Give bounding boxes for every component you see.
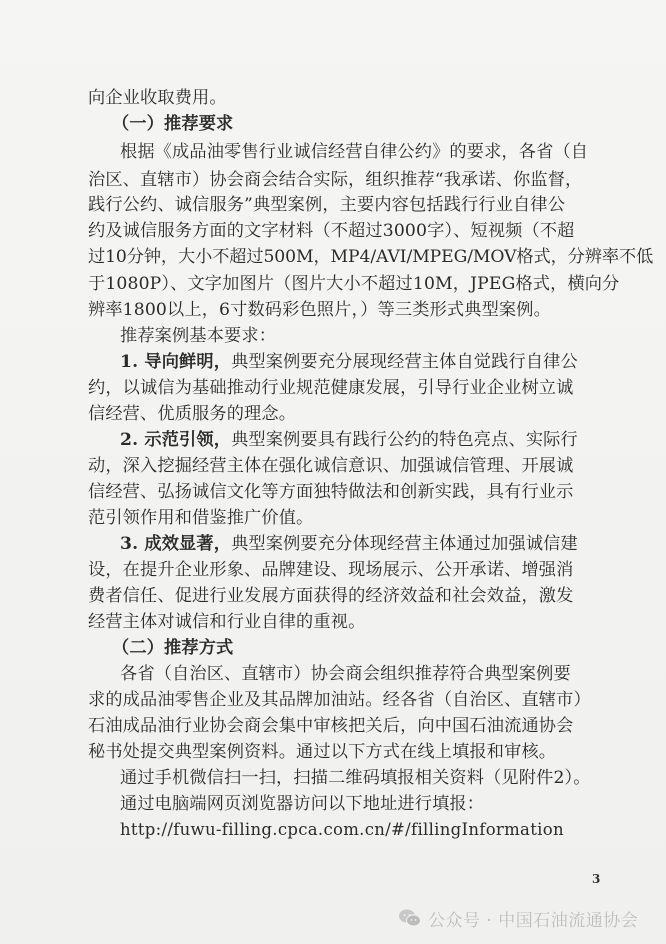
text-line: 设，在提升企业形象、品牌建设、现场展示、公开承诺、增强消 — [88, 560, 574, 580]
text-line: 费者信任、促进行业发展方面获得的经济效益和社会效益，激发 — [88, 586, 574, 606]
text-line: 推荐案例基本要求： — [120, 326, 277, 346]
text-line: 约，以诚信为基础推动行业规范健康发展，引导行业企业树立诚 — [88, 378, 574, 398]
item-lead-3: 3. 成效显著， — [120, 534, 232, 554]
text-line: 根据《成品油零售行业诚信经营自律公约》的要求，各省（自 — [120, 142, 589, 162]
text-line: 信经营、弘扬诚信文化等方面独特做法和创新实践，具有行业示 — [88, 482, 574, 502]
text-line: 石油成品油行业协会商会集中审核把关后，向中国石油流通协会 — [88, 716, 574, 736]
watermark-text: 公众号 · 中国石油流通协会 — [428, 910, 639, 931]
text-line: 经营主体对诚信和行业自律的重视。 — [88, 612, 366, 632]
item-lead-1: 1. 导向鲜明， — [120, 352, 232, 372]
watermark — [398, 904, 638, 932]
filling-url[interactable]: http://fuwu-filling.cpca.com.cn/#/fillingInformation — [120, 820, 564, 839]
text-line: 各省（自治区、直辖市）协会商会组织推荐符合典型案例要 — [120, 664, 571, 684]
text-line: 治区、直辖市）协会商会结合实际，组织推荐“我承诺、你监督， — [88, 170, 583, 190]
text-line — [120, 428, 578, 452]
text-line: 信经营、优质服务的理念。 — [88, 404, 297, 424]
text-line: 秘书处提交典型案例资料。通过以下方式在线上填报和审核。 — [88, 742, 557, 762]
section-heading-recommendation-requirements: （一）推荐要求 — [112, 114, 234, 134]
text-line: 向企业收取费用。 — [88, 88, 227, 108]
item-text: 典型案例要具有践行公约的特色亮点、实际行 — [231, 430, 578, 450]
wechat-icon — [398, 908, 422, 928]
text-line — [120, 532, 578, 556]
text-line: 于1080P）、文字加图片（图片大小不超过10M，JPEG格式，横向分 — [88, 274, 620, 294]
item-text: 典型案例要充分体现经营主体通过加强诚信建 — [231, 534, 578, 554]
item-lead-2: 2. 示范引领， — [120, 430, 232, 450]
item-text: 典型案例要充分展现经营主体自觉践行自律公 — [231, 352, 578, 372]
text-line: 辨率1800以上，6寸数码彩色照片，）等三类形式典型案例。 — [88, 300, 551, 320]
text-line: 通过手机微信扫一扫，扫描二维码填报相关资料（见附件2）。 — [120, 768, 591, 788]
page-number: 3 — [592, 872, 601, 886]
text-line: 过10分钟，大小不超过500M，MP4/AVI/MPEG/MOV格式，分辨率不低 — [88, 247, 654, 267]
section-heading-recommendation-methods: （二）推荐方式 — [112, 638, 234, 658]
text-line: 求的成品油零售企业及其品牌加油站。经各省（自治区、直辖市） — [88, 690, 591, 710]
text-line: 践行公约、诚信服务”典型案例，主要内容包括践行行业自律公 — [88, 195, 566, 215]
text-line: 动，深入挖掘经营主体在强化诚信意识、加强诚信管理、开展诚 — [88, 456, 574, 476]
text-line: 范引领作用和借鉴推广价值。 — [88, 508, 314, 528]
text-line: 约及诚信服务方面的文字材料（不超过3000字）、短视频（不超 — [88, 221, 575, 241]
text-line — [120, 350, 578, 374]
text-line: 通过电脑端网页浏览器访问以下地址进行填报： — [120, 794, 485, 814]
